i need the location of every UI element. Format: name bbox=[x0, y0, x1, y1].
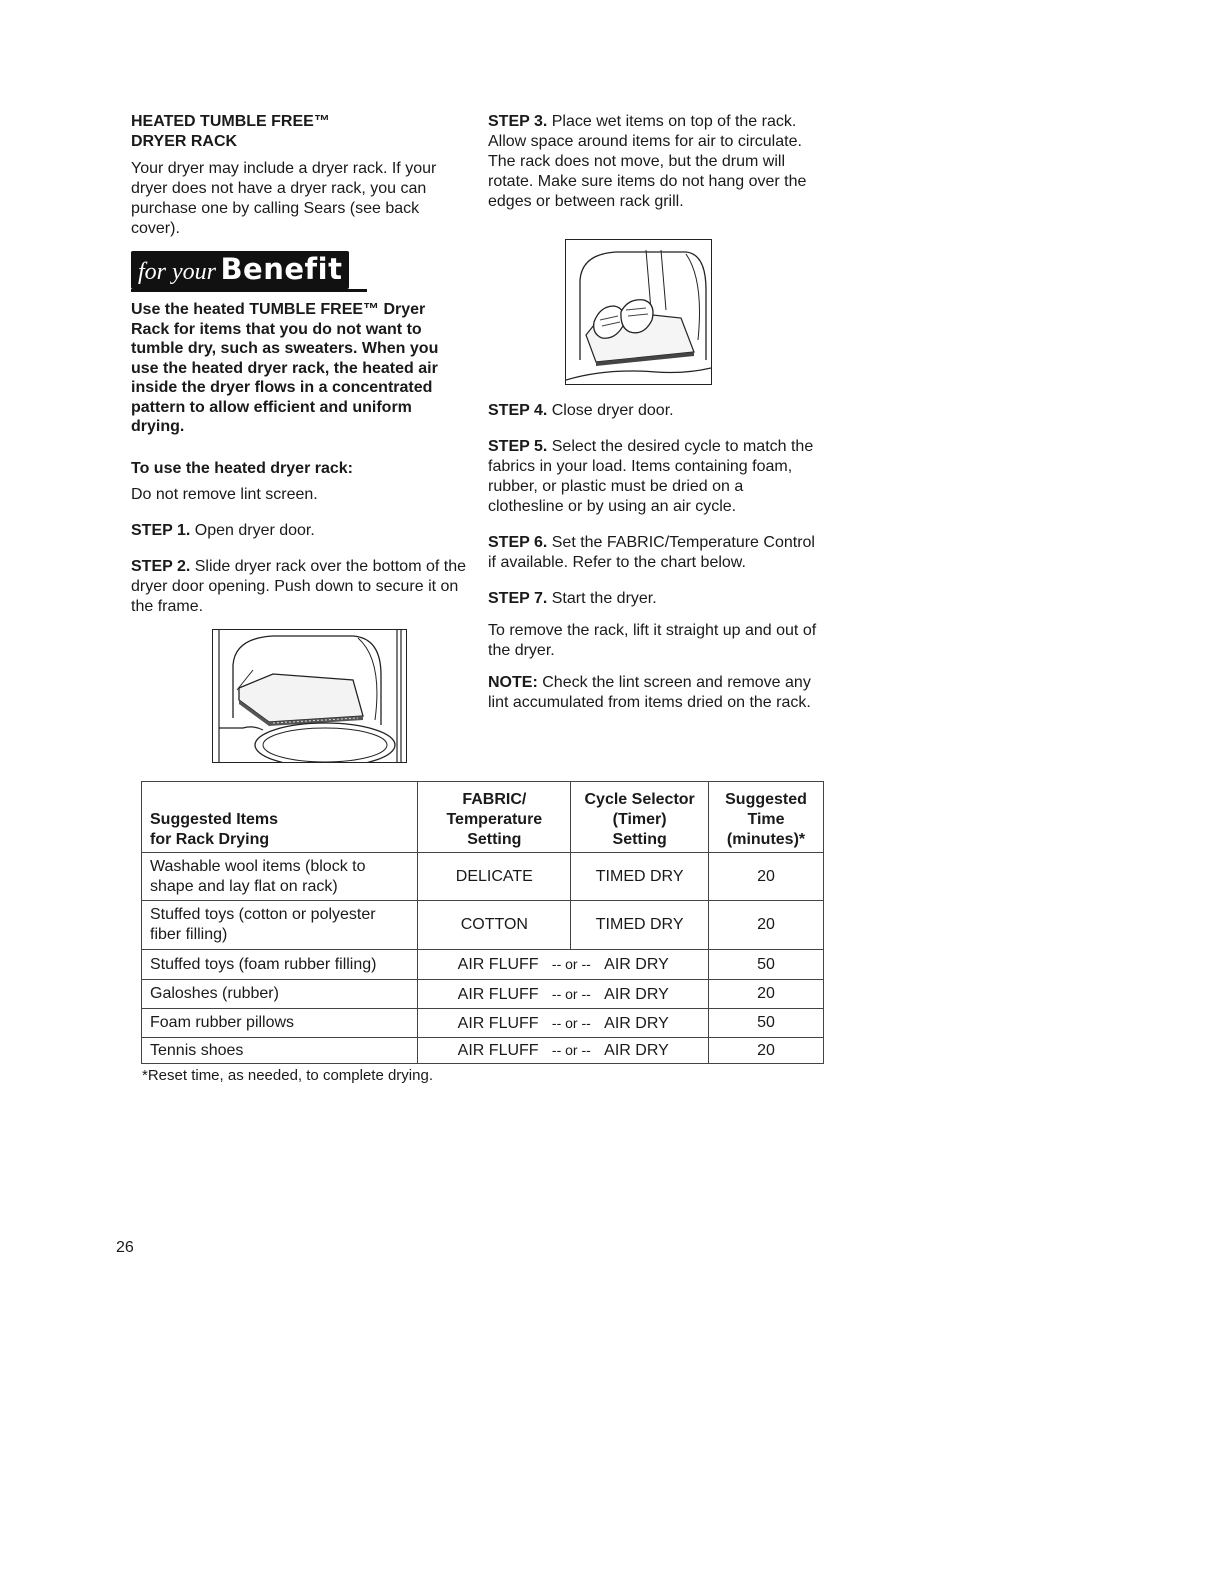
table-row bbox=[142, 980, 824, 1009]
row-item: Tennis shoes bbox=[142, 1038, 418, 1064]
row-item: Foam rubber pillows bbox=[142, 1009, 418, 1038]
step-6-label: STEP 6. bbox=[488, 534, 548, 551]
heading-line1: HEATED TUMBLE FREE™ bbox=[131, 113, 330, 130]
step-7-label: STEP 7. bbox=[488, 590, 548, 607]
step-2-label: STEP 2. bbox=[131, 557, 191, 575]
step-6-text: Set the FABRIC/Temperature Control if available. Refer to the chart below. bbox=[488, 534, 815, 571]
row-fabric: COTTON bbox=[418, 901, 571, 950]
step-1-text: Open dryer door. bbox=[194, 521, 315, 539]
row-time: 20 bbox=[709, 853, 824, 901]
step-5-label: STEP 5. bbox=[488, 438, 548, 455]
row-item: Stuffed toys (cotton or polyester fiber filling) bbox=[142, 901, 418, 950]
note-text: Check the lint screen and remove any lint accumulated from items dried on the rack. bbox=[488, 674, 811, 711]
rack-drying-table bbox=[141, 781, 824, 1064]
section-heading bbox=[131, 112, 466, 152]
table-row bbox=[142, 950, 824, 980]
step-3 bbox=[488, 112, 823, 212]
row-fabric-or-cycle: AIR FLUFF -- or -- AIR DRY bbox=[418, 950, 709, 980]
step-1-label: STEP 1. bbox=[131, 521, 191, 539]
benefit-paragraph: Use the heated TUMBLE FREE™ Dryer Rack for items that you do not want to tumble dry, such as sweaters. When you use the heated dryer rack, the heated air inside the dryer flows in a concentrated pattern to allow efficient and uniform drying. bbox=[131, 301, 439, 435]
step-1 bbox=[131, 521, 466, 541]
header-fabric: FABRIC/ Temperature Setting bbox=[418, 782, 571, 853]
row-item: Galoshes (rubber) bbox=[142, 980, 418, 1009]
for-your-benefit-banner bbox=[131, 251, 349, 289]
benefit-for-text: for your bbox=[138, 259, 216, 285]
row-item: Stuffed toys (foam rubber filling) bbox=[142, 950, 418, 980]
table-row bbox=[142, 1038, 824, 1064]
row-time: 20 bbox=[709, 980, 824, 1009]
lint-note: Do not remove lint screen. bbox=[131, 485, 318, 503]
header-cycle: Cycle Selector (Timer) Setting bbox=[571, 782, 709, 853]
step-2-text: Slide dryer rack over the bottom of the dryer door opening. Push down to secure it on the frame. bbox=[131, 557, 466, 615]
step-7 bbox=[488, 589, 823, 609]
left-column bbox=[131, 112, 466, 617]
row-time: 50 bbox=[709, 1009, 824, 1038]
table-row bbox=[142, 853, 824, 901]
step-4-label: STEP 4. bbox=[488, 402, 548, 419]
step-6 bbox=[488, 533, 823, 573]
note-label: NOTE: bbox=[488, 674, 538, 691]
remove-rack-text: To remove the rack, lift it straight up and out of the dryer. bbox=[488, 622, 817, 659]
step-3-label: STEP 3. bbox=[488, 113, 548, 130]
table-header-row bbox=[142, 782, 824, 853]
row-fabric: DELICATE bbox=[418, 853, 571, 901]
step-5 bbox=[488, 437, 823, 517]
row-time: 50 bbox=[709, 950, 824, 980]
benefit-word: Benefit bbox=[220, 252, 343, 286]
step-7-text: Start the dryer. bbox=[551, 590, 657, 607]
row-fabric-or-cycle: AIR FLUFF -- or -- AIR DRY bbox=[418, 980, 709, 1009]
row-cycle: TIMED DRY bbox=[571, 901, 709, 950]
row-item: Washable wool items (block to shape and lay flat on rack) bbox=[142, 853, 418, 901]
header-time: Suggested Time (minutes)* bbox=[709, 782, 824, 853]
note bbox=[488, 673, 823, 713]
how-to-subheading: To use the heated dryer rack: bbox=[131, 459, 353, 477]
step-2 bbox=[131, 557, 466, 617]
table-row bbox=[142, 901, 824, 950]
step-5-text: Select the desired cycle to match the fabrics in your load. Items containing foam, rubber, or plastic must be dried on a clothesline or by using an air cycle. bbox=[488, 438, 814, 515]
row-fabric-or-cycle: AIR FLUFF -- or -- AIR DRY bbox=[418, 1038, 709, 1064]
table-row bbox=[142, 1009, 824, 1038]
step-3-text: Place wet items on top of the rack. Allow space around items for air to circulate. The rack does not move, but the drum will rotate. Make sure items do not hang over the edges or between rack grill. bbox=[488, 113, 807, 210]
row-cycle: TIMED DRY bbox=[571, 853, 709, 901]
row-fabric-or-cycle: AIR FLUFF -- or -- AIR DRY bbox=[418, 1009, 709, 1038]
benefit-rule bbox=[131, 289, 367, 292]
row-time: 20 bbox=[709, 1038, 824, 1064]
shoes-on-rack-illustration bbox=[565, 239, 712, 385]
right-column-lower bbox=[488, 401, 823, 713]
row-time: 20 bbox=[709, 901, 824, 950]
dryer-rack-illustration bbox=[212, 629, 407, 763]
right-column bbox=[488, 112, 823, 212]
step-4-text: Close dryer door. bbox=[551, 402, 674, 419]
intro-paragraph: Your dryer may include a dryer rack. If your dryer does not have a dryer rack, you can purchase one by calling Sears (see back cover). bbox=[131, 160, 437, 237]
page-number: 26 bbox=[116, 1239, 134, 1256]
header-items: Suggested Items for Rack Drying bbox=[142, 782, 418, 853]
step-4 bbox=[488, 401, 823, 421]
table-footnote: *Reset time, as needed, to complete drying. bbox=[142, 1067, 433, 1084]
heading-line2: DRYER RACK bbox=[131, 133, 238, 150]
